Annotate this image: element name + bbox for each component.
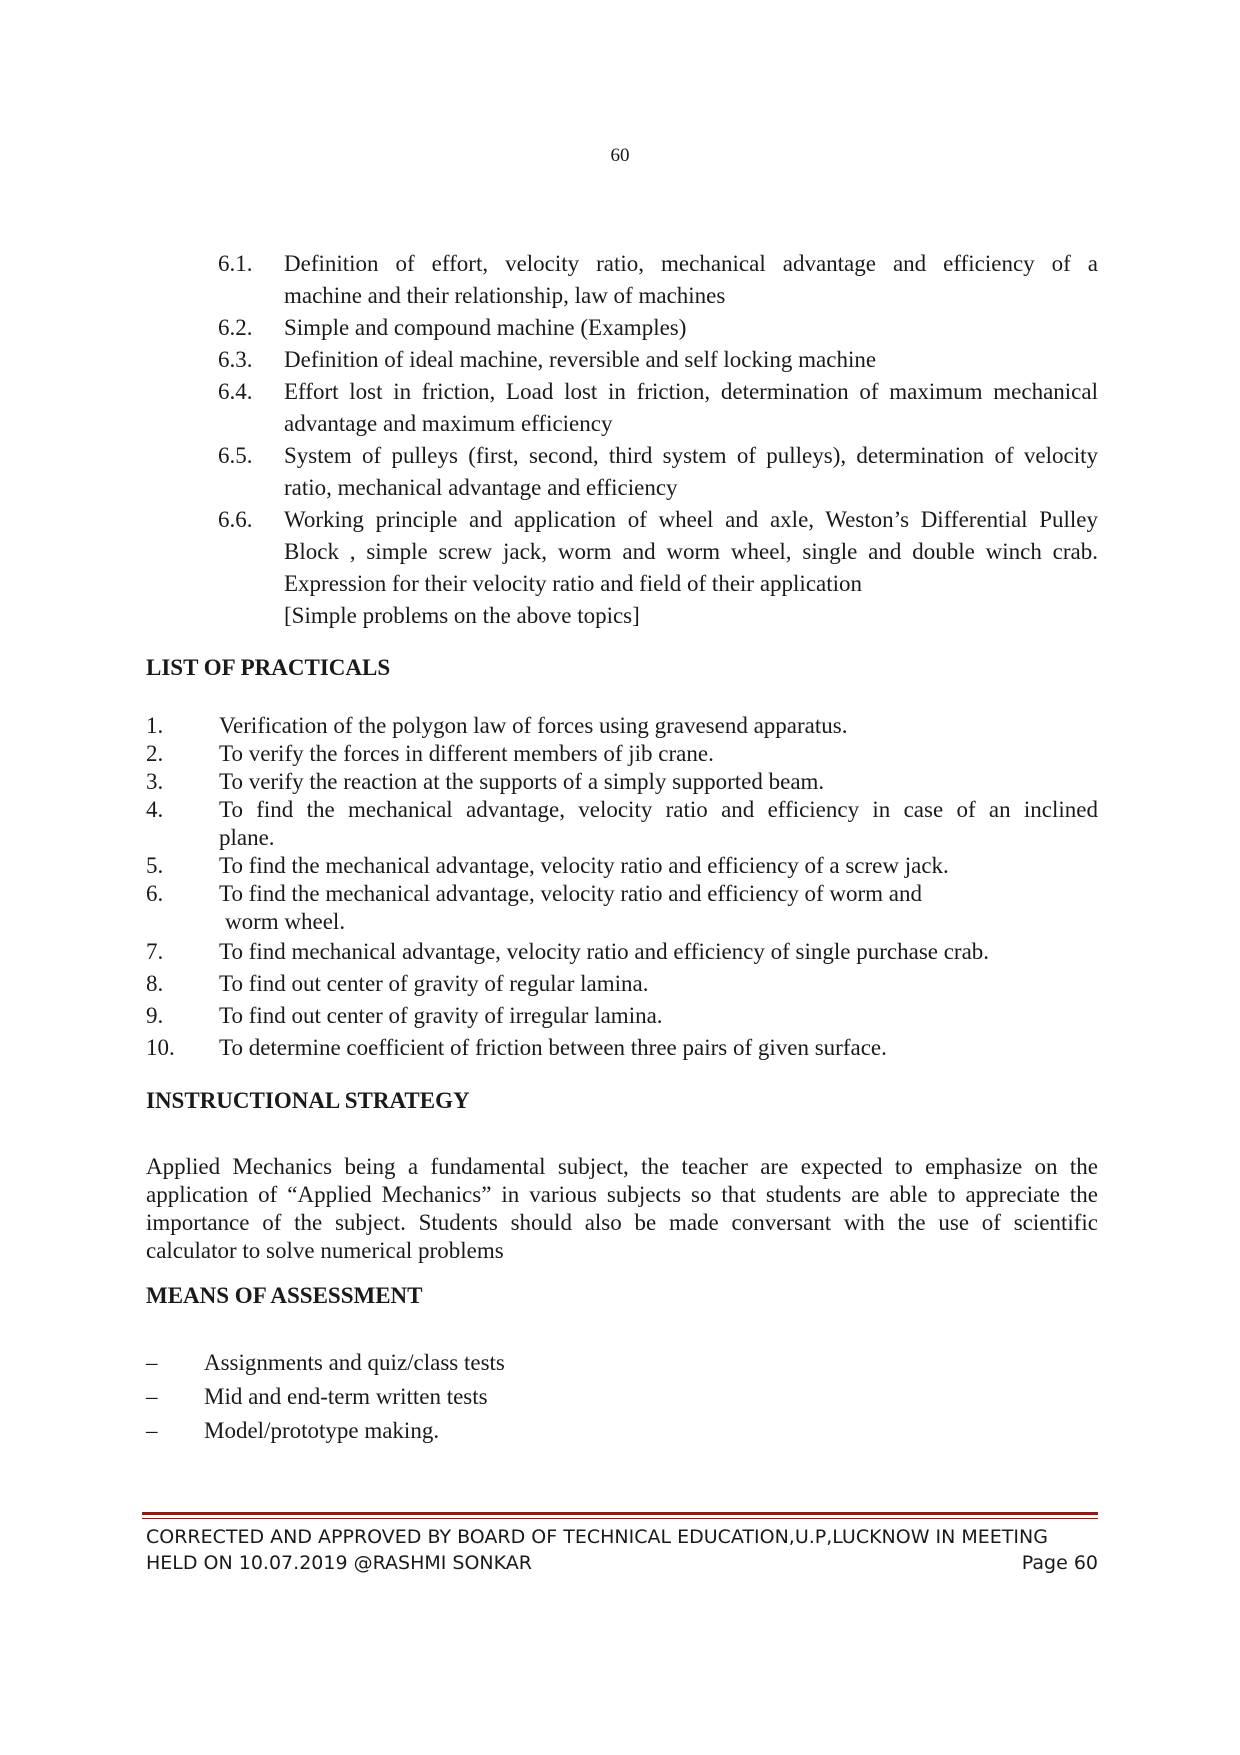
topic-line: Effort lost in friction, Load lost in friction, determination of maximum mechanical [284,379,1098,404]
page-number: 60 [610,145,630,166]
assessment-text: Model/prototype making. [204,1418,440,1443]
topic-text [284,312,1098,344]
topic-item [218,344,1098,376]
practical-line: To find the mechanical advantage, velocity ratio and efficiency of a screw jack. [219,853,949,878]
practical-text [219,712,1098,740]
assessment-heading: MEANS OF ASSESSMENT [146,1283,423,1308]
practical-item [146,852,1098,880]
practical-item [146,796,1098,852]
footer-page-label: Page 60 [1021,1552,1098,1574]
topic-item [218,504,1098,632]
practical-line: To determine coefficient of friction between three pairs of given surface. [219,1035,887,1060]
dash-bullet: – [146,1350,158,1375]
footer-line-2: HELD ON 10.07.2019 @RASHMI SONKAR [146,1552,532,1574]
practical-text [219,740,1098,768]
practical-item [146,712,1098,740]
page-footer [146,1524,1098,1576]
topic-item [218,376,1098,440]
practical-text [219,938,1098,966]
topic-text [284,344,1098,376]
topic-line: Simple and compound machine (Examples) [284,315,687,340]
footer-line-1: CORRECTED AND APPROVED BY BOARD OF TECHNICAL EDUCATION,U.P,LUCKNOW IN MEETING [146,1526,1048,1548]
topic-number: 6.3. [218,347,253,372]
strategy-line: importance of the subject. Students should also be made conversant with the use of scientific [146,1210,1098,1235]
topic-item [218,248,1098,312]
topic-line: Definition of ideal machine, reversible and self locking machine [284,347,877,372]
practical-number: 4. [146,797,164,822]
topic-list [218,248,1098,632]
practical-text [219,852,1098,880]
practical-line: To find out center of gravity of regular lamina. [219,971,649,996]
dash-bullet: – [146,1418,158,1443]
practical-number: 1. [146,713,164,738]
strategy-paragraph [146,1153,1098,1265]
topic-text [284,376,1098,440]
practical-line: To verify the reaction at the supports of a simply supported beam. [219,769,825,794]
topic-number: 6.5. [218,443,253,468]
practical-number: 3. [146,769,164,794]
practical-text [219,1034,1098,1062]
practical-text [219,796,1098,852]
topic-line: System of pulleys (first, second, third system of pulleys), determination of velocity [284,443,1098,468]
assessment-item [146,1380,1046,1414]
topic-line: Block , simple screw jack, worm and worm wheel, single and double winch crab. [284,539,1098,564]
practical-line: To verify the forces in different members of jib crane. [219,741,714,766]
topic-line: Working principle and application of wheel and axle, Weston’s Differential Pulley [284,507,1098,532]
topic-line: machine and their relationship, law of machines [284,283,726,308]
practical-item [146,768,1098,796]
practical-item [146,938,1098,966]
practical-item [146,880,1098,936]
practical-text [219,880,1098,936]
practical-item [146,1002,1098,1030]
topic-number: 6.4. [218,379,253,404]
footer-divider [142,1512,1098,1515]
topic-line: advantage and maximum efficiency [284,411,613,436]
assessment-text: Assignments and quiz/class tests [204,1350,505,1375]
practical-item [146,1034,1098,1062]
practical-number: 5. [146,853,164,878]
topic-line: ratio, mechanical advantage and efficiency [284,475,678,500]
strategy-line: application of “Applied Mechanics” in various subjects so that students are able to appreciate the [146,1182,1098,1207]
topic-line: Expression for their velocity ratio and field of their application [284,571,863,596]
practical-line: Verification of the polygon law of forces using gravesend apparatus. [219,713,848,738]
practical-number: 8. [146,971,164,996]
topic-item [218,312,1098,344]
topic-number: 6.2. [218,315,253,340]
assessment-list [146,1346,1046,1448]
practical-number: 6. [146,881,164,906]
topic-text [284,440,1098,504]
practical-line: To find the mechanical advantage, velocity ratio and efficiency of worm and [219,881,923,906]
dash-bullet: – [146,1384,158,1409]
practical-line: plane. [219,825,275,850]
footer-divider-thin [142,1518,1098,1519]
topic-text [284,504,1098,632]
practicals-list [146,712,1098,1062]
topic-number: 6.6. [218,507,253,532]
practical-line: To find mechanical advantage, velocity ratio and efficiency of single purchase crab. [219,939,990,964]
topic-number: 6.1. [218,251,253,276]
topic-line: Definition of effort, velocity ratio, mechanical advantage and efficiency of a [284,251,1098,276]
assessment-item [146,1414,1046,1448]
topic-text [284,248,1098,312]
practical-item [146,970,1098,998]
strategy-heading: INSTRUCTIONAL STRATEGY [146,1088,470,1113]
assessment-item [146,1346,1046,1380]
strategy-line: calculator to solve numerical problems [146,1238,504,1263]
practical-text [219,1002,1098,1030]
practical-number: 2. [146,741,164,766]
practical-number: 10. [146,1035,175,1060]
practicals-heading: LIST OF PRACTICALS [146,655,391,680]
footer-row [146,1550,1098,1576]
topic-line: [Simple problems on the above topics] [284,603,640,628]
practical-line: To find the mechanical advantage, velocity ratio and efficiency in case of an inclined [219,797,1098,822]
practical-line: worm wheel. [225,909,346,934]
practical-number: 7. [146,939,164,964]
strategy-line: Applied Mechanics being a fundamental subject, the teacher are expected to emphasize on the [146,1154,1098,1179]
practical-text [219,768,1098,796]
assessment-text: Mid and end-term written tests [204,1384,488,1409]
topic-item [218,440,1098,504]
practical-text [219,970,1098,998]
practical-line: To find out center of gravity of irregular lamina. [219,1003,663,1028]
practical-item [146,740,1098,768]
practical-number: 9. [146,1003,164,1028]
